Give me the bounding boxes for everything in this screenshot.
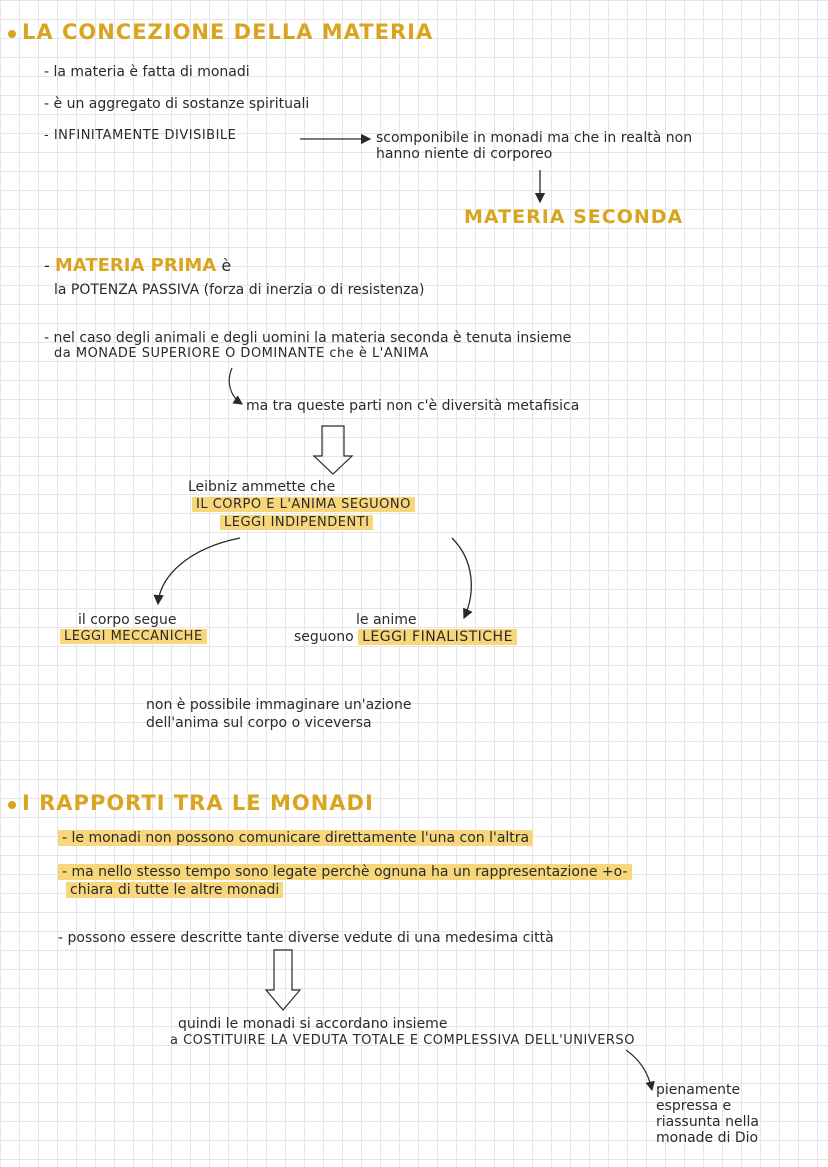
city-views: - possono essere descritte tante diverse vedute di una medesima città: [58, 930, 554, 946]
monads-linked-2-text: chiara di tutte le altre monadi: [66, 882, 283, 898]
bullet-aggregato: - è un aggregato di sostanze spirituali: [44, 96, 310, 112]
final-note-3: riassunta nella: [656, 1114, 759, 1130]
no-metaphysical-difference: ma tra queste parti non c'è diversità metafisica: [246, 398, 580, 414]
arrow-to-final-note: [626, 1050, 652, 1090]
impossible-action-1: non è possibile immaginare un'azione: [146, 697, 412, 713]
final-note-4: monade di Dio: [656, 1130, 759, 1146]
arrow-no-diff: [229, 368, 242, 404]
case-animals-line-1: - nel caso degli animali e degli uomini la materia seconda è tenuta insieme: [44, 330, 572, 346]
hollow-down-arrow-1: [314, 426, 352, 474]
materia-prima-label: MATERIA PRIMA: [54, 255, 217, 276]
souls-follow-verb: seguono: [294, 629, 354, 645]
body-follows: il corpo segue: [78, 612, 177, 628]
section-title-rapporti: I RAPPORTI TRA LE MONADI: [22, 791, 374, 815]
hollow-down-arrow-2: [266, 950, 300, 1010]
conclusion-2: a COSTITUIRE LA VEDUTA TOTALE E COMPLESSIVA DELL'UNIVERSO: [170, 1033, 635, 1048]
materia-prima-definition: la POTENZA PASSIVA (forza di inerzia o di resistenza): [54, 282, 425, 298]
arrow-to-body: [158, 538, 240, 604]
materia-seconda-heading: MATERIA SECONDA: [464, 206, 684, 228]
materia-prima-dash: -: [44, 256, 50, 275]
divisibile-note-1: scomponibile in monadi ma che in realtà non: [376, 130, 693, 146]
leibniz-independent-laws-text: LEGGI INDIPENDENTI: [220, 515, 373, 530]
bullet-monadi: - la materia è fatta di monadi: [44, 64, 250, 80]
leibniz-body-soul-text: IL CORPO E L'ANIMA SEGUONO: [192, 497, 415, 512]
bullet-divisibile: - INFINITAMENTE DIVISIBILE: [44, 128, 237, 143]
final-note-1: pienamente: [656, 1082, 741, 1098]
divisibile-note-2: hanno niente di corporeo: [376, 146, 553, 162]
materia-prima-is: è: [221, 256, 232, 275]
mechanical-laws-text: LEGGI MECCANICHE: [60, 629, 207, 644]
case-animals-line-2: da MONADE SUPERIORE O DOMINANTE che è L'ANIMA: [54, 346, 429, 361]
souls-label: le anime: [356, 612, 417, 628]
monads-linked-1-text: - ma nello stesso tempo sono legate perchè ognuna ha un rappresentazione +o-: [58, 864, 632, 880]
final-note-2: espressa e: [656, 1098, 732, 1114]
impossible-action-2: dell'anima sul corpo o viceversa: [146, 715, 372, 731]
conclusion-1: quindi le monadi si accordano insieme: [178, 1016, 448, 1032]
arrow-to-soul: [452, 538, 471, 618]
finalistic-laws-text: LEGGI FINALISTICHE: [358, 629, 517, 645]
monads-no-communication-text: - le monadi non possono comunicare direttamente l'una con l'altra: [58, 830, 533, 846]
section-title-materia: LA CONCEZIONE DELLA MATERIA: [22, 20, 434, 44]
leibniz-admits: Leibniz ammette che: [188, 479, 336, 495]
